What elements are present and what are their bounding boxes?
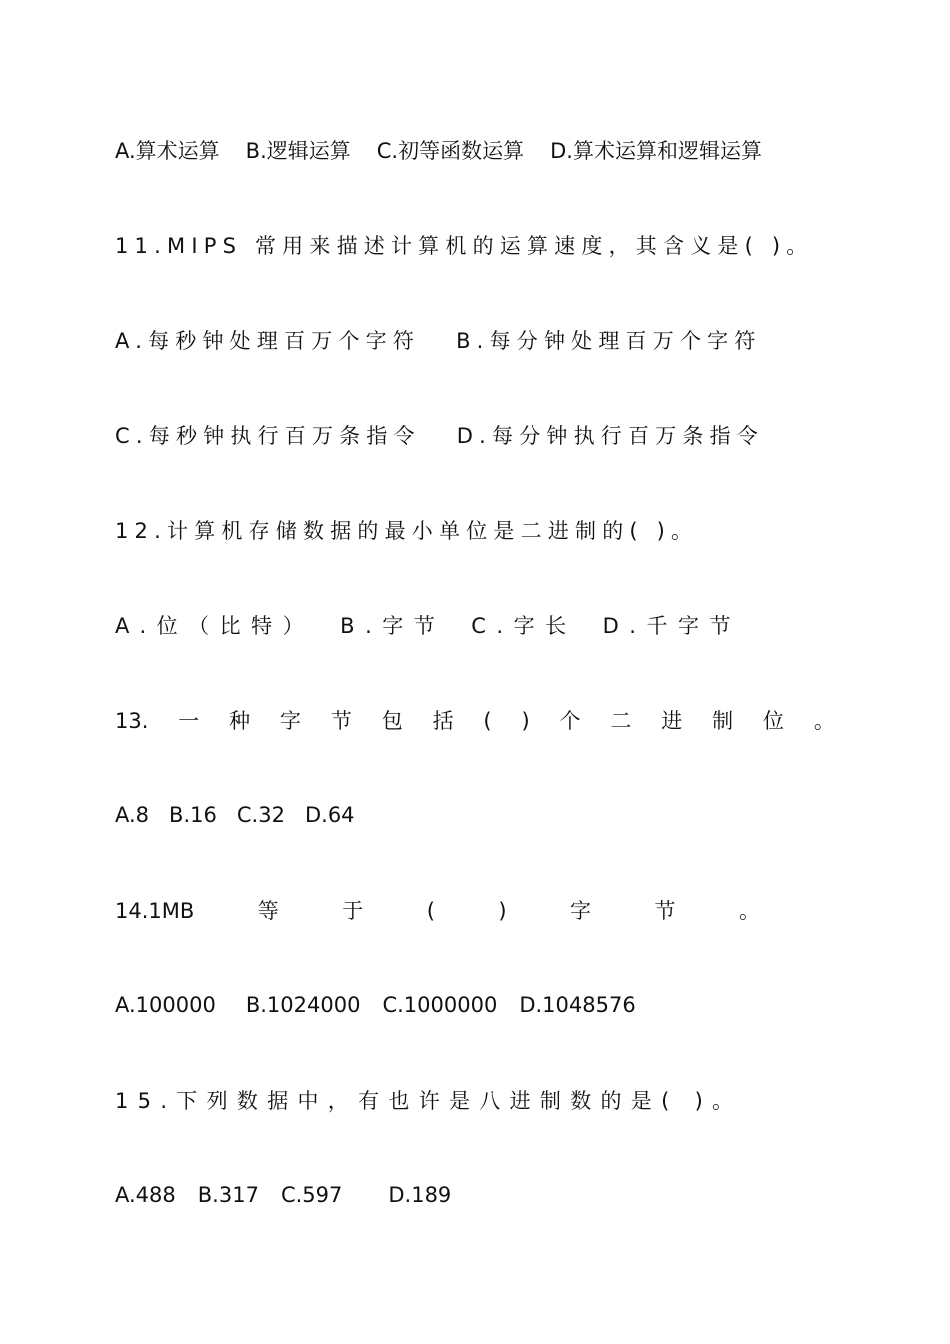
q14-stem-token: 。 [738, 899, 760, 923]
q11-option-d: D.每分钟执行百万条指令 [456, 424, 764, 448]
q14-option-b: B.1024000 [245, 993, 361, 1017]
q10-option-a: A.算术运算 [115, 139, 220, 163]
q10-option-b: B.逻辑运算 [245, 139, 351, 163]
q11-stem: 11.MIPS 常用来描述计算机的运算速度，其含义是( )。 [115, 234, 814, 258]
q12-stem: 12.计算机存储数据的最小单位是二进制的( )。 [115, 519, 699, 543]
q15-option-a: A.488 [115, 1183, 176, 1207]
q13-stem-token: 字 [279, 709, 301, 733]
q14-stem-token: ( [426, 899, 435, 923]
q14-stem-token: 等 [257, 899, 279, 923]
q13-options: A.8 B.16 C.32 D.64 [115, 803, 355, 827]
q14-stem-token: 字 [570, 899, 592, 923]
q13-stem-token: ( [483, 709, 492, 733]
q11-option-b: B.每分钟处理百万个字符 [456, 329, 762, 353]
q11-options-row-1 [115, 326, 835, 356]
q11-options-row-2 [115, 421, 835, 451]
q14-options-line [115, 990, 835, 1020]
q12-option-c: C.字长 [471, 614, 577, 638]
q14-option-a: A.100000 [115, 993, 216, 1017]
q13-stem-token: 个 [559, 709, 581, 733]
q15-stem: 15.下列数据中，有也许是八进制数的是( )。 [115, 1089, 743, 1113]
q11-stem-line [115, 231, 835, 261]
q13-stem-token: 种 [229, 709, 251, 733]
q12-stem-line [115, 516, 835, 546]
q13-stem-line [115, 706, 835, 736]
q12-options-line [115, 611, 835, 641]
q13-stem-token: 进 [661, 709, 683, 733]
q14-stem-token: 节 [654, 899, 676, 923]
q13-stem-token: 13. [115, 709, 149, 733]
q13-stem-token: 。 [813, 709, 835, 733]
q14-stem-token: ) [498, 899, 507, 923]
q13-stem-token: 包 [381, 709, 403, 733]
q14-option-d: D.1048576 [519, 993, 636, 1017]
q14-stem-token: 14.1MB [115, 899, 195, 923]
q11-option-c: C.每秒钟执行百万条指令 [115, 424, 421, 448]
q14-stem-token: 于 [342, 899, 364, 923]
q13-stem-token: ) [521, 709, 530, 733]
q10-option-c: C.初等函数运算 [376, 139, 525, 163]
q13-stem-token: 二 [610, 709, 632, 733]
q15-stem-line [115, 1086, 835, 1116]
q15-options-line [115, 1180, 835, 1210]
q13-options-line [115, 800, 835, 830]
q14-option-c: C.1000000 [382, 993, 498, 1017]
q14-stem-line [115, 896, 760, 926]
q15-option-b: B.317 [197, 1183, 259, 1207]
q12-option-b: B.字节 [340, 614, 446, 638]
q13-stem-token: 括 [432, 709, 454, 733]
q13-stem-token: 制 [712, 709, 734, 733]
q13-stem-token: 一 [178, 709, 200, 733]
q13-stem-token: 节 [330, 709, 352, 733]
q10-options-line [115, 136, 835, 166]
q15-option-c: C.597 [280, 1183, 343, 1207]
q15-option-d: D.189 [388, 1183, 452, 1207]
q10-option-d: D.算术运算和逻辑运算 [550, 139, 762, 163]
q12-option-d: D.千字节 [602, 614, 741, 638]
q11-option-a: A.每秒钟处理百万个字符 [115, 329, 421, 353]
q12-option-a: A.位（比特） [115, 614, 315, 638]
q13-stem-token: 位 [762, 709, 784, 733]
